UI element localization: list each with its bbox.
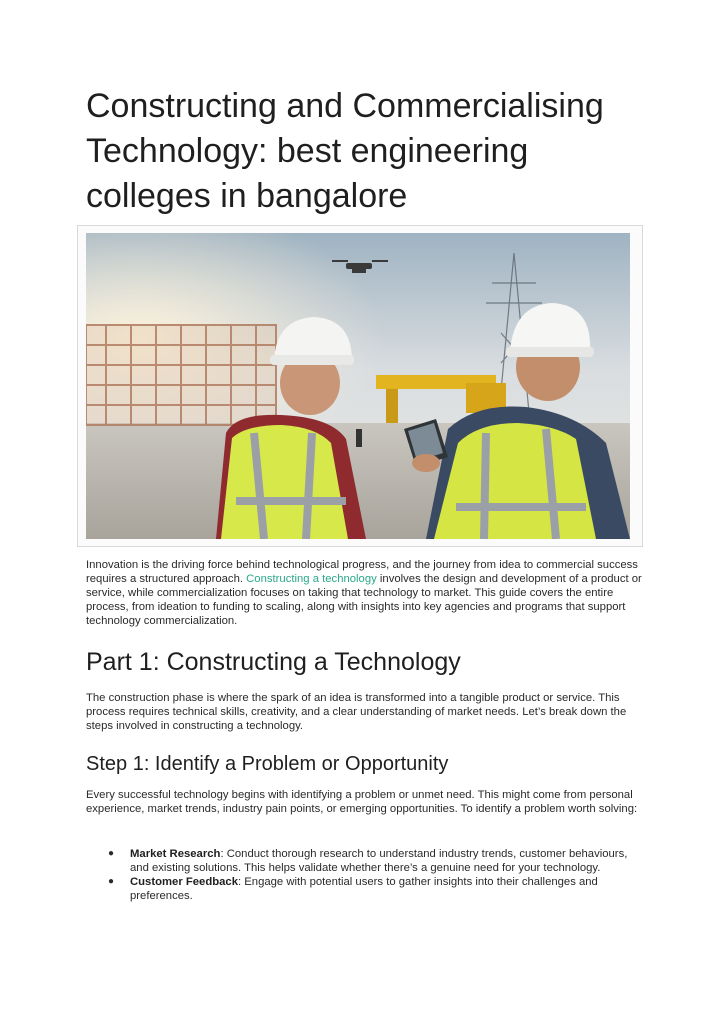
construction-photo [86, 233, 630, 539]
bullet-text: : Engage with potential users to gather insights into their challenges and preferences. [130, 876, 598, 902]
bullet-text: : Conduct thorough research to understand industry trends, customer behaviours, and existing solutions. This helps validate whether there’s a genuine need for your technology. [130, 848, 628, 874]
bullet-term: Market Research [130, 848, 221, 860]
step1-bullet-list [106, 847, 636, 903]
part1-paragraph: The construction phase is where the spark of an idea is transformed into a tangible product or service. This process requires technical skills, creativity, and a clear understanding of market needs. Let’s break down the steps involved in constructing a technology. [86, 692, 627, 732]
page-title: Constructing and Commercialising Technology: best engineering colleges in bangalore [86, 87, 604, 215]
list-item [106, 875, 636, 903]
bullet-term: Customer Feedback [130, 876, 238, 888]
list-item [106, 847, 636, 875]
bullet-icon: ● [108, 876, 115, 887]
constructing-technology-link[interactable]: Constructing a technology [246, 573, 377, 585]
step1-paragraph: Every successful technology begins with identifying a problem or unmet need. This might come from personal experience, market trends, industry pain points, or emerging opportunities. To identify a problem worth solving: [86, 789, 638, 815]
intro-text-end: involves the design and development of a product or service, while commercialization focuses on taking that technology to market. This guide covers the entire process, from ideation to funding to scaling, along with insights into key agencies and programs that support technology commercialization. [86, 573, 642, 627]
bullet-icon: ● [108, 848, 115, 859]
intro-paragraph [86, 558, 642, 628]
intro-text-start: Innovation is the driving force behind technological progress, and the journey from idea to commercial success requires a structured approach. [86, 559, 638, 585]
step1-heading: Step 1: Identify a Problem or Opportunity [86, 753, 449, 775]
part1-heading: Part 1: Constructing a Technology [86, 648, 461, 676]
